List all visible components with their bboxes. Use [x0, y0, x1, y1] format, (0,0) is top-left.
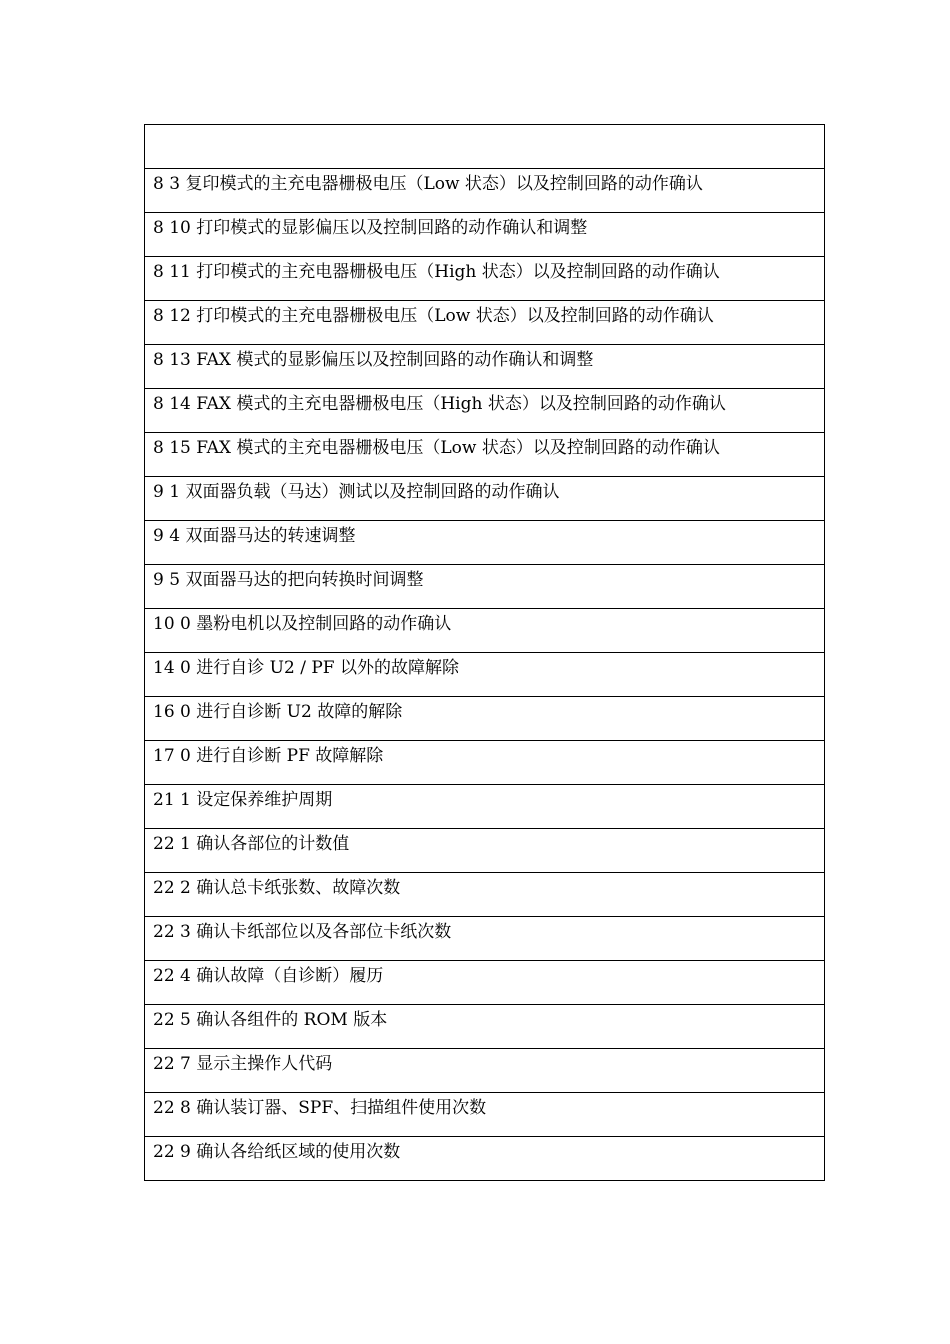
row-text: 8 11 打印模式的主充电器栅极电压（High 状态）以及控制回路的动作确认	[153, 262, 720, 282]
row-text: 8 13 FAX 模式的显影偏压以及控制回路的动作确认和调整	[153, 350, 594, 370]
table-row	[145, 433, 825, 477]
table-cell	[145, 785, 825, 829]
table-cell	[145, 301, 825, 345]
table-cell	[145, 829, 825, 873]
table-cell	[145, 521, 825, 565]
table-cell	[145, 1093, 825, 1137]
table-row	[145, 873, 825, 917]
row-text: 17 0 进行自诊断 PF 故障解除	[153, 746, 384, 766]
row-text: 22 3 确认卡纸部位以及各部位卡纸次数	[153, 922, 452, 942]
row-text: 8 14 FAX 模式的主充电器栅极电压（High 状态）以及控制回路的动作确认	[153, 394, 726, 414]
table-header-cell	[145, 125, 825, 169]
table-row	[145, 917, 825, 961]
row-text: 10 0 墨粉电机以及控制回路的动作确认	[153, 614, 452, 634]
table-row	[145, 1137, 825, 1181]
table-row	[145, 257, 825, 301]
table-cell	[145, 433, 825, 477]
table-cell	[145, 961, 825, 1005]
table-cell	[145, 345, 825, 389]
table-cell	[145, 169, 825, 213]
row-text: 8 12 打印模式的主充电器栅极电压（Low 状态）以及控制回路的动作确认	[153, 306, 714, 326]
row-text: 22 1 确认各部位的计数值	[153, 834, 350, 854]
table-row	[145, 213, 825, 257]
row-text: 22 8 确认装订器、SPF、扫描组件使用次数	[153, 1098, 487, 1118]
row-text: 9 5 双面器马达的把向转换时间调整	[153, 570, 424, 590]
table-row	[145, 1049, 825, 1093]
table-row	[145, 829, 825, 873]
row-text: 14 0 进行自诊 U2 / PF 以外的故障解除	[153, 658, 459, 678]
table-cell	[145, 1049, 825, 1093]
table-row	[145, 741, 825, 785]
table-row	[145, 565, 825, 609]
table-row	[145, 697, 825, 741]
table-row	[145, 477, 825, 521]
table-cell	[145, 741, 825, 785]
row-text: 16 0 进行自诊断 U2 故障的解除	[153, 702, 403, 722]
table-cell	[145, 257, 825, 301]
table-row	[145, 345, 825, 389]
table-cell	[145, 1005, 825, 1049]
row-text: 22 5 确认各组件的 ROM 版本	[153, 1010, 388, 1030]
row-text: 22 2 确认总卡纸张数、故障次数	[153, 878, 401, 898]
table-cell	[145, 653, 825, 697]
table-header-text	[153, 125, 824, 128]
table-cell	[145, 697, 825, 741]
row-text: 9 4 双面器马达的转速调整	[153, 526, 356, 546]
table-row	[145, 1093, 825, 1137]
row-text: 22 7 显示主操作人代码	[153, 1054, 333, 1074]
row-text: 9 1 双面器负载（马达）测试以及控制回路的动作确认	[153, 482, 560, 502]
row-text: 22 4 确认故障（自诊断）履历	[153, 966, 384, 986]
row-text: 21 1 设定保养维护周期	[153, 790, 333, 810]
table-row	[145, 521, 825, 565]
table-cell	[145, 477, 825, 521]
table-cell	[145, 213, 825, 257]
row-text: 8 3 复印模式的主充电器栅极电压（Low 状态）以及控制回路的动作确认	[153, 174, 703, 194]
simulation-code-table	[144, 124, 825, 1181]
table-cell	[145, 873, 825, 917]
table-row	[145, 785, 825, 829]
table-cell	[145, 389, 825, 433]
table-cell	[145, 1137, 825, 1181]
table-row	[145, 1005, 825, 1049]
table-cell	[145, 565, 825, 609]
table-row	[145, 961, 825, 1005]
table-cell	[145, 609, 825, 653]
table-row	[145, 301, 825, 345]
row-text: 22 9 确认各给纸区域的使用次数	[153, 1142, 401, 1162]
row-text: 8 15 FAX 模式的主充电器栅极电压（Low 状态）以及控制回路的动作确认	[153, 438, 720, 458]
table-cell	[145, 917, 825, 961]
table-row	[145, 609, 825, 653]
table-header-row	[145, 125, 825, 169]
row-text: 8 10 打印模式的显影偏压以及控制回路的动作确认和调整	[153, 218, 588, 238]
table-row	[145, 389, 825, 433]
table-row	[145, 653, 825, 697]
table-row	[145, 169, 825, 213]
